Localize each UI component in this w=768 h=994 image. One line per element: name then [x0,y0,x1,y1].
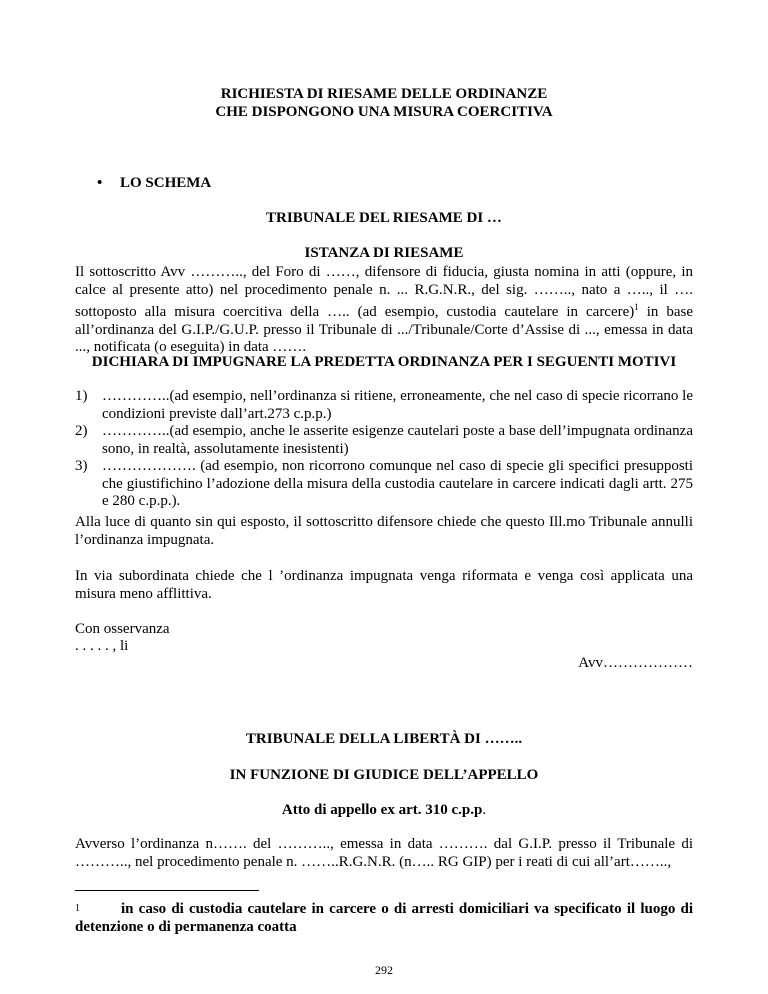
list-item [75,388,693,423]
document-title-line-2: CHE DISPONGONO UNA MISURA COERCITIVA [215,104,553,120]
list-text: …………..(ad esempio, nell’ordinanza si ritiene, erroneamente, che nel caso di specie ricorrano le condizioni previste dall’art.273 c.p.p.) [102,388,693,422]
request-paragraph: Alla luce di quanto sin qui esposto, il sottoscritto difensore chiede che questo Ill.mo Tribunale annulli l’ordinanza impugnata. [75,514,693,548]
section-heading: LO SCHEMA [120,175,212,191]
subordinate-paragraph: In via subordinata chiede che l ’ordinanza impugnata venga riformata e venga così applicata una misura meno afflittiva. [75,568,693,602]
place-date: . . . . . , li [75,638,129,654]
footnote-separator [75,890,259,891]
list-text: …………..(ad esempio, anche le asserite esigenze cautelari poste a base dell’impugnata ordinanza sono, in realtà, assolutamente inesistenti) [102,423,693,457]
intro-paragraph [75,264,693,357]
list-text: ………………. (ad esempio, non ricorrono comunque nel caso di specie gli specifici presupposti che giustifichino l’adozione della misura della custodia cautelare in carcere indicati dagli artt. 275 e 280 c.p.p.). [102,458,693,509]
list-item [75,458,693,511]
motivi-list [75,388,693,511]
appeal-title [0,802,768,819]
petition-heading: ISTANZA DI RIESAME [304,245,464,261]
declaration-heading: DICHIARA DI IMPUGNARE LA PREDETTA ORDINANZA PER I SEGUENTI MOTIVI [91,354,677,370]
footnote-number: 1 [75,903,80,914]
signature-line: Avv……………… [578,655,693,671]
closing-formula: Con osservanza [75,621,170,637]
footnote-reference: 1 [634,302,639,312]
bullet-icon: • [97,175,103,191]
list-number: 3) [75,458,88,474]
appeal-title-period: . [482,802,487,818]
footnote-text: in caso di custodia cautelare in carcere o di arresti domiciliari va specificato il luogo di detenzione o di permanenza coatta [75,901,693,935]
list-number: 2) [75,423,88,439]
court-heading-2: TRIBUNALE DELLA LIBERTÀ DI …….. [245,731,523,747]
intro-text-part-2: in base all’ordinanza del G.I.P./G.U.P. presso il Tribunale di .../Tribunale/Corte d’Assise di ..., emessa in data ..., notificata (o eseguita) in data ……. [75,304,693,355]
intro-text-part-1: Il sottoscritto Avv ……….., del Foro di ……, difensore di fiducia, giusta nomina in atti (oppure, in calce al presente atto) nel procedimento penale n. ... R.G.N.R., del sig. …….., nato a ….., il …. sottoposto alla misura coercitiva della ….. (ad esempio, custodia cautelare in carcere) [75,264,693,320]
list-item [75,423,693,458]
appeal-paragraph: Avverso l’ordinanza n……. del ……….., emessa in data ………. dal G.I.P. presso il Tribunale di ……….., nel procedimento penale n. ……..R.G.N.R. (n….. RG GIP) per i reati di cui all’art…….., [75,836,693,870]
document-title-line-1: RICHIESTA DI RIESAME DELLE ORDINANZE [220,86,548,102]
appeal-title-text: Atto di appello ex art. 310 c.p.p [281,802,483,818]
footnote [75,900,693,936]
court-heading: TRIBUNALE DEL RIESAME DI … [266,210,502,226]
function-heading: IN FUNZIONE DI GIUDICE DELL’APPELLO [229,767,539,783]
page-number: 292 [375,963,393,977]
section-bullet [97,175,211,192]
list-number: 1) [75,388,88,404]
